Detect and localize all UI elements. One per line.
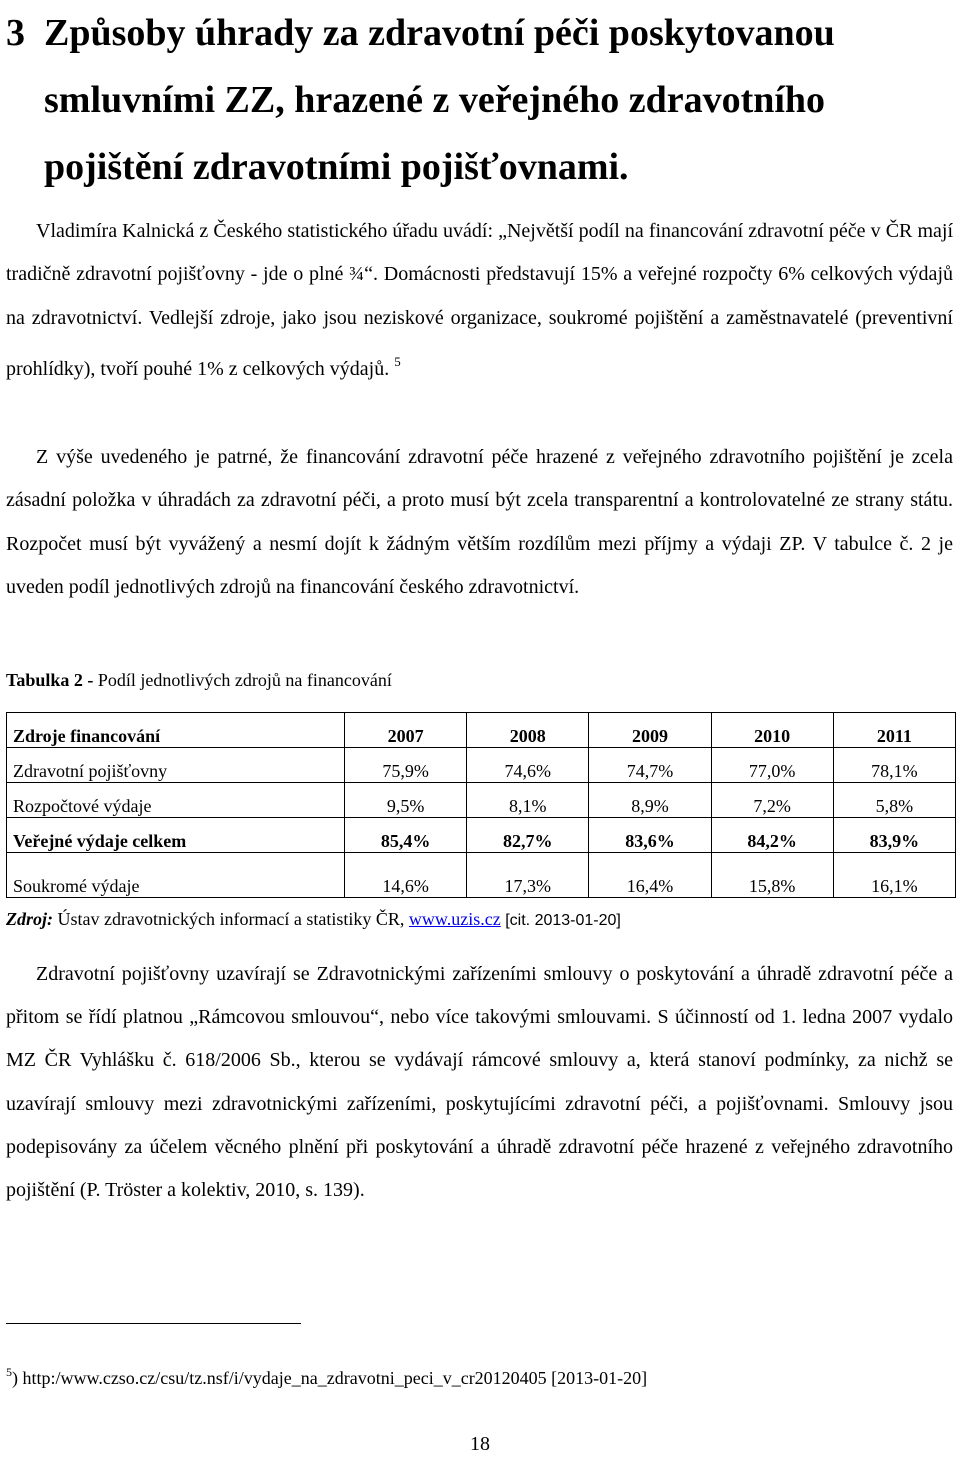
source-link[interactable]: www.uzis.cz (408, 909, 501, 929)
header-cell: 2008 (467, 713, 589, 748)
footnote-reference: 5 (394, 354, 401, 370)
table-cell: 78,1% (833, 748, 955, 783)
source-text: Ústav zdravotnických informací a statistiky ČR, (57, 909, 405, 929)
row-label: Soukromé výdaje (7, 853, 345, 898)
table-cell: 15,8% (711, 853, 833, 898)
row-label: Zdravotní pojišťovny (7, 748, 345, 783)
table-row-total (7, 818, 956, 853)
table-cell: 16,4% (589, 853, 711, 898)
page-number: 18 (470, 1433, 490, 1455)
table-cell: 7,2% (711, 783, 833, 818)
table-header-row (7, 713, 956, 748)
row-label: Veřejné výdaje celkem (7, 818, 345, 853)
source-citation: [cit. 2013-01-20] (505, 912, 621, 929)
header-cell: 2010 (711, 713, 833, 748)
footnote-separator (6, 1323, 301, 1324)
table-cell: 9,5% (345, 783, 467, 818)
table-cell: 75,9% (345, 748, 467, 783)
header-cell: Zdroje financování (7, 713, 345, 748)
table-cell: 74,6% (467, 748, 589, 783)
paragraph-1-text: Vladimíra Kalnická z Českého statistického úřadu uvádí: „Největší podíl na financování zdravotní péče v ČR mají tradičně zdravotní pojišťovny - jde o plné ¾“. Domácnosti představují 15% a veřejné rozpočty 6% celkových výdajů na zdravotnictví. Vedlejší zdroje, jako jsou neziskové organizace, soukromé pojištění a zaměstnavatelé (preventivní prohlídky), tvoří pouhé 1% z celkových výdajů. (6, 220, 953, 381)
paragraph-1 (6, 210, 953, 392)
heading-line-3: pojištění zdravotními pojišťovnami. (44, 146, 629, 188)
header-cell: 2011 (833, 713, 955, 748)
table-cell: 16,1% (833, 853, 955, 898)
table-cell: 83,9% (833, 818, 955, 853)
heading-line-2: smluvními ZZ, hrazené z veřejného zdravotního (44, 79, 826, 121)
table-cell: 8,1% (467, 783, 589, 818)
table-cell: 85,4% (345, 818, 467, 853)
table-cell: 83,6% (589, 818, 711, 853)
financing-table (6, 712, 956, 898)
table-cell: 74,7% (589, 748, 711, 783)
section-number: 3 (6, 12, 25, 54)
table-cell: 17,3% (467, 853, 589, 898)
table-source (6, 907, 621, 933)
table-row (7, 748, 956, 783)
footnote-text: ) http:/www.czso.cz/csu/tz.nsf/i/vydaje_na_zdravotni_peci_v_cr20120405 [2013-01-20] (12, 1368, 648, 1388)
table-cell: 8,9% (589, 783, 711, 818)
paragraph-2: Z výše uvedeného je patrné, že financování zdravotní péče hrazené z veřejného zdravotního pojištění je zcela zásadní položka v úhradách za zdravotní péči, a proto musí být zcela transparentní a kontrolovatelné ze strany státu. Rozpočet musí být vyvážený a nesmí dojít k žádným větším rozdílům mezi příjmy a výdaji ZP. V tabulce č. 2 je uveden podíl jednotlivých zdrojů na financování českého zdravotnictví. (6, 446, 953, 599)
row-label: Rozpočtové výdaje (7, 783, 345, 818)
header-cell: 2007 (345, 713, 467, 748)
table-caption-text: Podíl jednotlivých zdrojů na financování (97, 670, 392, 690)
heading-line-1: Způsoby úhrady za zdravotní péči poskytovanou (44, 12, 835, 54)
table-cell: 84,2% (711, 818, 833, 853)
section-heading (6, 0, 956, 201)
source-label: Zdroj: (6, 909, 53, 929)
paragraph-3: Zdravotní pojišťovny uzavírají se Zdravotnickými zařízeními smlouvy o poskytování a úhradě zdravotní péče a přitom se řídí platnou „Rámcovou smlouvou“, nebo více takovými smlouvami. S účinností od 1. ledna 2007 vydalo MZ ČR Vyhlášku č. 618/2006 Sb., kterou se vydávají rámcové smlouvy a, která stanoví podmínky, za nichž se uzavírají smlouvy mezi zdravotnickými zařízeními, poskytujícími zdravotní péči, a pojišťovnami. Smlouvy jsou podepisovány za účelem věcného plnění při poskytování a úhradě zdravotní péče hrazené z veřejného zdravotního pojištění (P. Tröster a kolektiv, 2010, s. 139). (6, 963, 953, 1202)
header-cell: 2009 (589, 713, 711, 748)
table-row (7, 783, 956, 818)
table-cell: 77,0% (711, 748, 833, 783)
table-cell: 5,8% (833, 783, 955, 818)
table-cell: 14,6% (345, 853, 467, 898)
footnote (6, 1360, 647, 1390)
table-cell: 82,7% (467, 818, 589, 853)
table-caption-label: Tabulka 2 - (6, 670, 94, 690)
table-row (7, 853, 956, 898)
footnote-number: 5 (6, 1365, 12, 1379)
table-caption (6, 668, 392, 692)
